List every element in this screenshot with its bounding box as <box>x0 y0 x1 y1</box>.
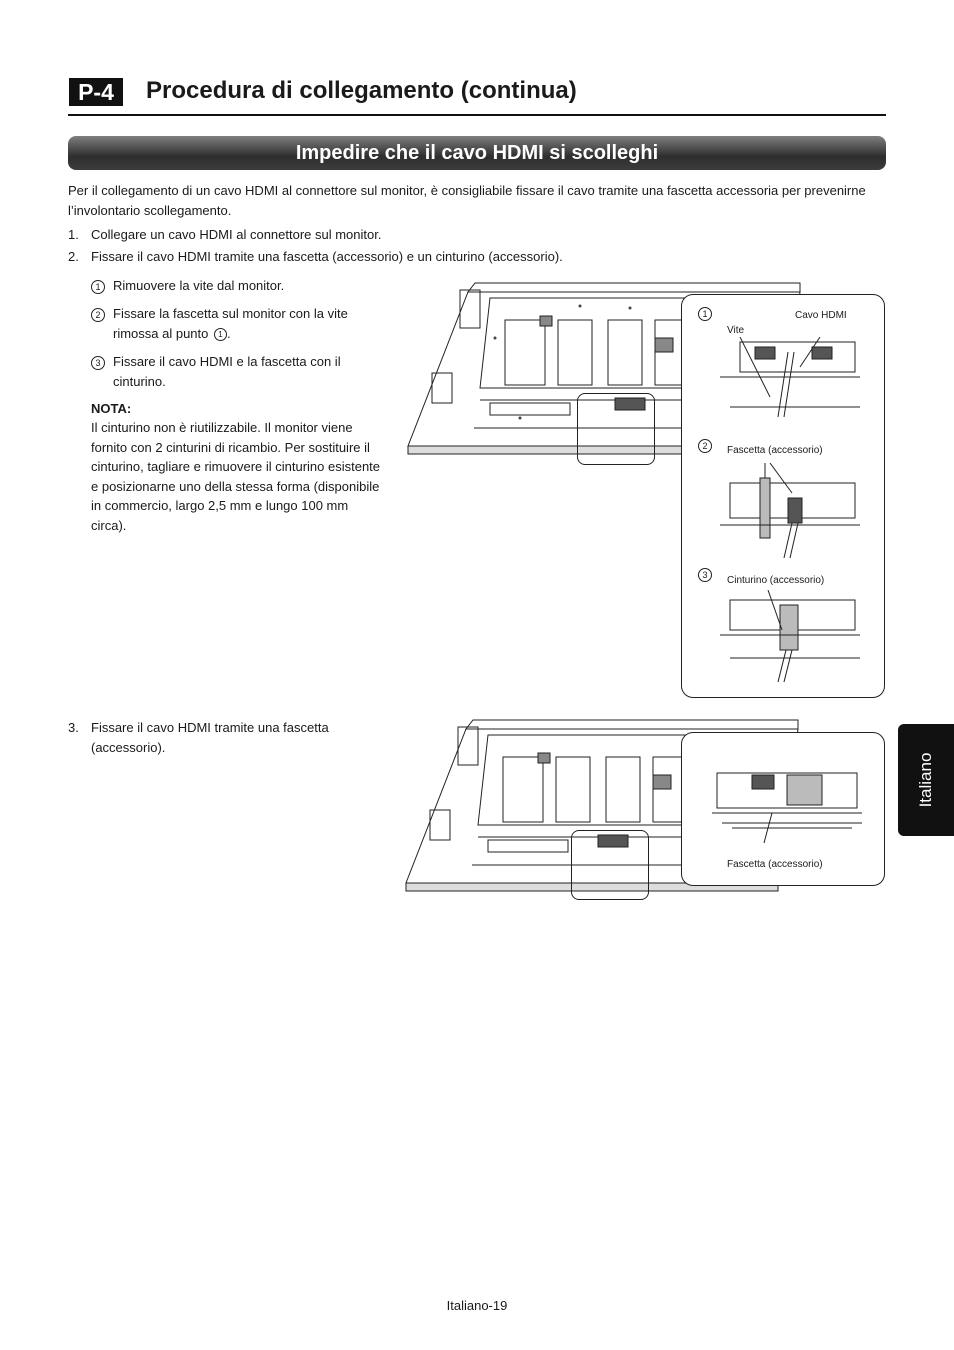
section-badge: P-4 <box>69 78 123 106</box>
note-text: Il cinturino non è riutilizzabile. Il monitor viene fornito con 2 cinturini di ricambio. Per sostituire il cinturino, tagliare e rimuovere il cinturino esistente e posizionarne uno della stessa forma (disponibile in commercio, largo 2,5 mm e lungo 100 mm circa). <box>91 420 381 533</box>
substep-1-text: Rimuovere la vite dal monitor. <box>113 278 285 293</box>
label-fascetta-2: Fascetta (accessorio) <box>727 859 823 870</box>
label-cavo-hdmi: Cavo HDMI <box>795 310 847 321</box>
detail-callout-1 <box>681 294 885 698</box>
callout-step-3-number: 3 <box>698 568 712 582</box>
step-1-number: 1. <box>68 227 79 242</box>
intro-paragraph: Per il collegamento di un cavo HDMI al connettore sul monitor, è consigliabile fissare il cavo tramite una fascetta accessoria per prevenirne l’involontario scollegamento. <box>68 183 866 218</box>
label-vite: Vite <box>727 325 745 336</box>
label-cinturino: Cinturino (accessorio) <box>727 575 825 586</box>
detail-callout-2 <box>681 732 885 886</box>
step-3-number: 3. <box>68 720 79 735</box>
detail-illustration-fascetta <box>712 763 862 843</box>
substep-2-text <box>113 304 383 343</box>
substep-3-number: 3 <box>91 356 105 370</box>
detail-highlight-2 <box>571 830 649 900</box>
callout-step-2-number: 2 <box>698 439 712 453</box>
step-1-text: Collegare un cavo HDMI al connettore sul monitor. <box>91 227 382 242</box>
callout-step-1-number: 1 <box>698 307 712 321</box>
page-title: Procedura di collegamento (continua) <box>146 77 577 104</box>
detail-illustration-screw <box>720 337 860 417</box>
step-2-text: Fissare il cavo HDMI tramite una fascetta (accessorio) e un cinturino (accessorio). <box>91 249 563 264</box>
substep-2-text-b: . <box>227 325 231 341</box>
language-tab-label: Italiano <box>916 752 935 808</box>
title-rule <box>68 114 886 116</box>
substep-1-number: 1 <box>91 280 105 294</box>
note-title: NOTA: <box>91 401 132 416</box>
language-tab[interactable] <box>898 724 954 836</box>
section-banner: Impedire che il cavo HDMI si scolleghi <box>68 136 886 170</box>
substep-3-text: Fissare il cavo HDMI e la fascetta con il cinturino. <box>113 354 341 389</box>
detail-illustration-clamp <box>720 463 860 558</box>
step-2-number: 2. <box>68 249 79 264</box>
step-3-text: Fissare il cavo HDMI tramite una fascetta (accessorio). <box>91 720 329 755</box>
substep-2-number: 2 <box>91 308 105 322</box>
substep-2-ref: 1 <box>214 328 227 341</box>
page-number: Italiano-19 <box>446 1298 508 1313</box>
substep-2-text-a: Fissare la fascetta sul monitor con la vite rimossa al punto <box>113 306 348 341</box>
detail-highlight-1 <box>577 393 655 465</box>
detail-illustration-strap <box>720 590 860 685</box>
label-fascetta-1: Fascetta (accessorio) <box>727 445 823 456</box>
